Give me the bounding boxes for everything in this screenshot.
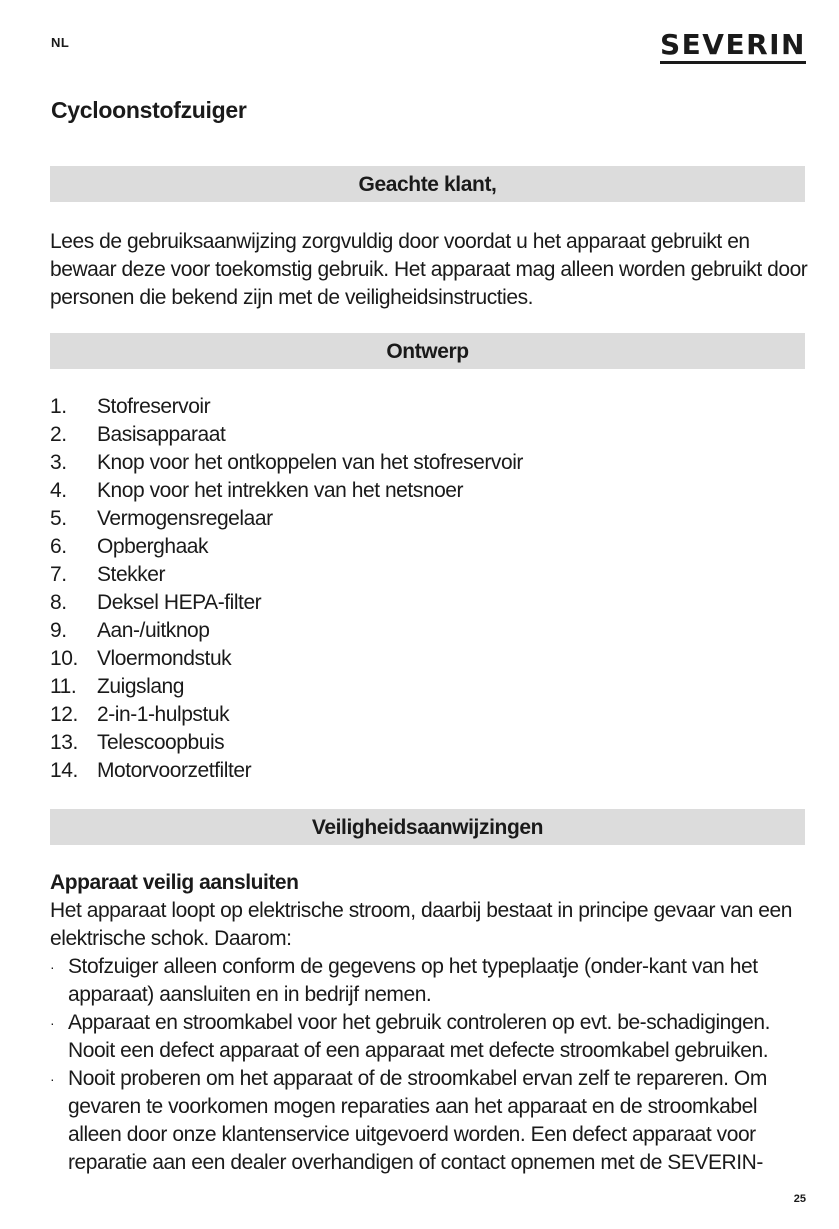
item-label: Knop voor het intrekken van het netsnoer (97, 479, 464, 502)
item-number: 6. (50, 535, 67, 558)
item-label: Telescoopbuis (97, 731, 225, 754)
list-item (50, 449, 523, 477)
list-item (50, 533, 523, 561)
item-number: 4. (50, 479, 67, 502)
item-number: 14. (50, 759, 78, 782)
item-number: 11. (50, 675, 77, 698)
item-number: 12. (50, 703, 78, 726)
greeting-paragraph: Lees de gebruiksaanwijzing zorgvuldig door voordat u het apparaat gebruikt en bewaar deze voor toekomstig gebruik. Het apparaat mag alleen worden gebruikt door personen die bekend zijn met de veiligheidsinstructies. (50, 230, 808, 309)
item-number: 8. (50, 591, 67, 614)
item-label: Deksel HEPA-filter (97, 591, 262, 614)
list-item (50, 505, 523, 533)
item-label: Opberghaak (97, 535, 209, 558)
item-number: 5. (50, 507, 67, 530)
item-label: Stofreservoir (97, 395, 211, 418)
section-heading-greeting: Geachte klant, (50, 166, 805, 202)
document-title: Cycloonstofzuiger (51, 97, 247, 123)
item-label: Vloermondstuk (97, 647, 232, 670)
item-label: Motorvoorzetfilter (97, 759, 252, 782)
parts-list (50, 393, 523, 785)
list-item (50, 757, 523, 785)
section-heading-design: Ontwerp (50, 333, 805, 369)
page-number: 25 (793, 1193, 806, 1205)
item-number: 7. (50, 563, 67, 586)
item-label: 2-in-1-hulpstuk (97, 703, 230, 726)
list-item (50, 617, 523, 645)
section-heading-safety: Veiligheidsaanwijzingen (50, 809, 805, 845)
safety-bullet-list (50, 953, 810, 1177)
list-item (50, 953, 810, 1009)
list-item (50, 673, 523, 701)
bullet-text: Nooit proberen om het apparaat of de stroomkabel ervan zelf te repareren. Om gevaren te voorkomen mogen reparaties aan het apparaat en de stroomkabel alleen door onze klantenservice uitgevoerd worden. Een defect apparaat voor reparatie aan een dealer overhandigen of contact opnemen met de SEVERIN- (68, 1067, 767, 1174)
bullet-text: Stofzuiger alleen conform de gegevens op het typeplaatje (onder-kant van het apparaat) aansluiten en in bedrijf nemen. (68, 955, 758, 1006)
bullet-dot: · (50, 1071, 55, 1087)
list-item (50, 701, 523, 729)
list-item (50, 1065, 810, 1177)
item-label: Knop voor het ontkoppelen van het stofreservoir (97, 451, 523, 474)
list-item (50, 589, 523, 617)
list-item (50, 393, 523, 421)
safety-subheading: Apparaat veilig aansluiten (50, 871, 299, 894)
safety-intro: Het apparaat loopt op elektrische stroom, daarbij bestaat in principe gevaar van een elektrische schok. Daarom: (50, 899, 792, 950)
item-label: Basisapparaat (97, 423, 226, 446)
item-number: 10. (50, 647, 78, 670)
list-item (50, 729, 523, 757)
list-item (50, 561, 523, 589)
bullet-text: Apparaat en stroomkabel voor het gebruik controleren op evt. be-schadigingen. Nooit een defect apparaat of een apparaat met defecte stroomkabel gebruiken. (68, 1011, 770, 1062)
item-label: Aan-/uitknop (97, 619, 210, 642)
list-item (50, 421, 523, 449)
item-number: 1. (50, 395, 67, 418)
item-label: Stekker (97, 563, 166, 586)
item-number: 13. (50, 731, 78, 754)
bullet-dot: · (50, 959, 55, 975)
item-number: 2. (50, 423, 67, 446)
item-number: 3. (50, 451, 67, 474)
item-label: Zuigslang (97, 675, 185, 698)
list-item (50, 645, 523, 673)
list-item (50, 1009, 810, 1065)
language-code: NL (51, 35, 70, 50)
item-label: Vermogensregelaar (97, 507, 273, 530)
bullet-dot: · (50, 1015, 55, 1031)
item-number: 9. (50, 619, 67, 642)
list-item (50, 477, 523, 505)
brand-logo: SEVERIN (660, 30, 806, 64)
